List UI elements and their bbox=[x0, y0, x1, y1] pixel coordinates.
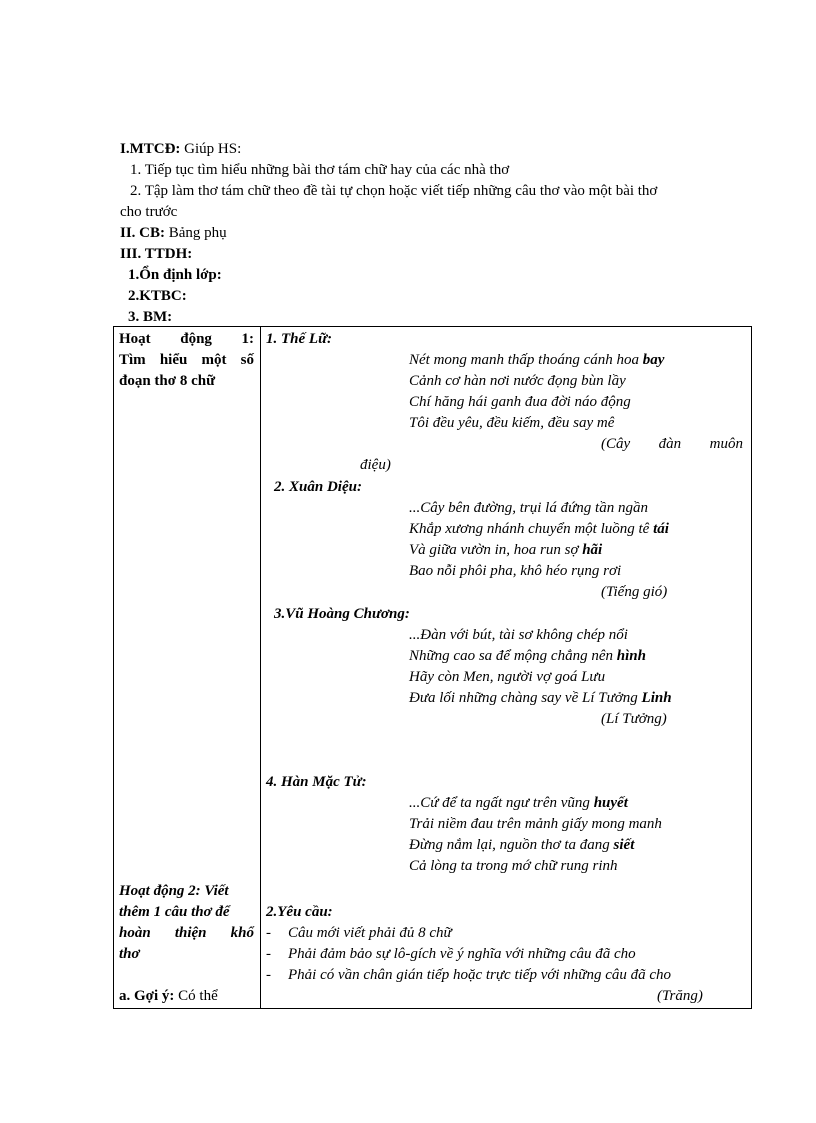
poem-4-line-2: Trải niềm đau trên mảnh giấy mong manh bbox=[409, 816, 662, 832]
poem-3-line-2: Những cao sa để mộng chẳng nên hình bbox=[409, 648, 646, 664]
prep-text: Bảng phụ bbox=[168, 225, 227, 241]
objective-2: 2. Tập làm thơ tám chữ theo đề tài tự chọn hoặc viết tiếp những câu thơ vào một bài thơ bbox=[130, 183, 658, 199]
poem-4-line-3: Đừng nắm lại, nguồn thơ ta đang siết bbox=[409, 837, 635, 853]
poem-2-line-3: Và giữa vườn in, hoa run sợ hãi bbox=[409, 542, 603, 558]
hint-label: a. Gợi ý: bbox=[119, 988, 175, 1004]
poem-3-line-4: Đưa lối những chàng say về Lí Tưởng Linh bbox=[409, 690, 672, 706]
poem-1-heading: 1. Thế Lữ: bbox=[266, 331, 333, 347]
activity-2-line1: Hoạt động 2: Viết bbox=[119, 883, 229, 899]
activity-2-line4: thơ bbox=[119, 946, 140, 962]
activity-1-line2: Tìm hiểu một số bbox=[119, 352, 254, 368]
poem-3-heading: 3.Vũ Hoàng Chương: bbox=[274, 606, 410, 622]
poem-1-line-4: Tôi đều yêu, đều kiếm, đều say mê bbox=[409, 415, 615, 431]
activity-column bbox=[114, 327, 261, 1009]
objective-1: 1. Tiếp tục tìm hiểu những bài thơ tám chữ hay của các nhà thơ bbox=[130, 162, 510, 178]
activity-1-line1: Hoạt động 1: bbox=[119, 331, 254, 347]
poem-1-line-1: Nét mong manh thấp thoáng cánh hoa bay bbox=[409, 352, 665, 368]
poem-2-line-4: Bao nỗi phôi pha, khô héo rụng rơi bbox=[409, 563, 622, 579]
requirements-source: (Trăng) bbox=[657, 988, 703, 1004]
poem-1-line-3: Chí hăng hái ganh đua đời náo động bbox=[409, 394, 631, 410]
objectives-line bbox=[120, 140, 241, 159]
step-2: 2.KTBC: bbox=[128, 288, 187, 304]
procedure-heading: III. TTDH: bbox=[120, 246, 193, 262]
activity-1-line3: đoạn thơ 8 chữ bbox=[119, 373, 216, 389]
objectives-label: I.MTCĐ: bbox=[120, 141, 181, 157]
poem-1-source: (Cây đàn muôn bbox=[601, 436, 743, 452]
activity-2-line2: thêm 1 câu thơ để bbox=[119, 904, 230, 920]
poem-2-heading: 2. Xuân Diệu: bbox=[274, 479, 362, 495]
poem-3-line-1: ...Đàn với bút, tài sơ không chép nổi bbox=[409, 627, 628, 643]
requirement-item: - Phải đảm bảo sự lô-gích về ý nghĩa với những câu đã cho bbox=[266, 946, 636, 962]
objectives-text: Giúp HS: bbox=[184, 141, 242, 157]
prep-label: II. CB: bbox=[120, 225, 166, 241]
poem-2-line-2: Khắp xương nhánh chuyển một luồng tê tái bbox=[409, 521, 669, 537]
poem-2-source: (Tiếng gió) bbox=[601, 584, 668, 600]
activity-2-line3: hoàn thiện khổ bbox=[119, 925, 254, 941]
lesson-table bbox=[113, 326, 752, 1009]
hint-line bbox=[119, 987, 218, 1006]
poem-4-line-1: ...Cứ để ta ngất ngư trên vũng huyết bbox=[409, 795, 628, 811]
step-3: 3. BM: bbox=[128, 309, 173, 325]
hint-text: Có thể bbox=[178, 988, 218, 1004]
requirement-item: - Phải có vần chân gián tiếp hoặc trực tiếp với những câu đã cho bbox=[266, 967, 672, 983]
step-1: 1.Ổn định lớp: bbox=[128, 267, 222, 283]
prep-line bbox=[120, 224, 227, 243]
objective-2-cont: cho trước bbox=[120, 204, 178, 220]
poem-1-source-cont: điệu) bbox=[360, 457, 391, 473]
poem-4-heading: 4. Hàn Mặc Tử: bbox=[266, 774, 367, 790]
poem-3-source: (Lí Tưởng) bbox=[601, 711, 667, 727]
poem-1-line-2: Cảnh cơ hàn nơi nước đọng bùn lầy bbox=[409, 373, 626, 389]
poem-4-line-4: Cả lòng ta trong mớ chữ rung rinh bbox=[409, 858, 618, 874]
requirement-item: - Câu mới viết phải đủ 8 chữ bbox=[266, 925, 452, 941]
poem-3-line-3: Hãy còn Men, người vợ goá Lưu bbox=[409, 669, 606, 685]
requirements-heading: 2.Yêu cầu: bbox=[266, 904, 333, 920]
poem-2-line-1: ...Cây bên đường, trụi lá đứng tần ngần bbox=[409, 500, 648, 516]
content-column bbox=[261, 327, 752, 1009]
